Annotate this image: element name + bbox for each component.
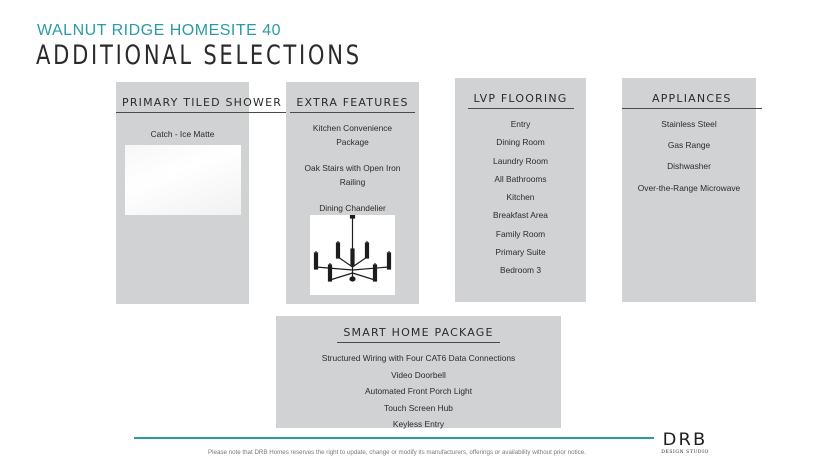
card-extra-features	[286, 82, 419, 304]
card-heading: LVP FLOORING	[468, 92, 574, 109]
chandelier-image	[310, 215, 395, 295]
card-smart-home-package	[276, 316, 561, 428]
list-item: Dining Chandelier	[319, 203, 386, 213]
list-item: All Bathrooms	[494, 173, 547, 184]
card-primary-tiled-shower	[116, 82, 283, 304]
list-item: Family Room	[495, 228, 546, 239]
page-title: ADDITIONAL SELECTIONS	[36, 40, 362, 71]
selection-list	[622, 117, 756, 195]
list-item: Automated Front Porch Light	[364, 386, 473, 397]
list-item: Over-the-Range Microwave	[637, 182, 741, 193]
list-item: Kitchen	[506, 192, 535, 203]
selection-list	[116, 127, 249, 141]
card-heading: PRIMARY TILED SHOWER	[116, 96, 288, 113]
list-item: Breakfast Area	[493, 210, 548, 221]
list-item: Dishwasher	[667, 161, 711, 172]
card-heading: SMART HOME PACKAGE	[337, 326, 499, 343]
list-item: Keyless Entry	[392, 419, 445, 430]
footer-disclaimer: Please note that DRB Homes reserves the right to update, change or modify its manufacturers, offerings or availability without prior notice.	[208, 449, 586, 456]
page-subtitle: WALNUT RIDGE HOMESITE 40	[37, 22, 282, 39]
card-lvp-flooring	[455, 78, 586, 302]
drb-design-studio-logo	[660, 431, 710, 461]
card-heading: EXTRA FEATURES	[290, 96, 414, 113]
selection-list	[276, 351, 561, 431]
list-item: Kitchen Convenience Package	[312, 123, 393, 147]
selection-list	[286, 121, 419, 215]
list-item: Stainless Steel	[661, 119, 717, 129]
list-item: Entry	[510, 119, 531, 129]
list-item: Touch Screen Hub	[384, 402, 453, 413]
list-item: Oak Stairs with Open Iron Railing	[304, 163, 401, 187]
list-item: Video Doorbell	[391, 369, 446, 380]
list-item: Gas Range	[667, 140, 711, 151]
list-item: Structured Wiring with Four CAT6 Data Connections	[321, 353, 516, 363]
logo-mark: DRB	[662, 430, 708, 450]
tile-swatch-image	[125, 145, 241, 215]
logo-subtitle: DESIGN STUDIO	[661, 450, 709, 455]
card-appliances	[622, 78, 756, 302]
selection-list	[455, 117, 586, 277]
card-heading: APPLIANCES	[622, 92, 762, 109]
footer-divider	[134, 437, 654, 439]
list-item: Laundry Room	[493, 155, 548, 166]
list-item: Bedroom 3	[500, 265, 541, 276]
list-item: Catch - Ice Matte	[150, 129, 215, 139]
list-item: Primary Suite	[495, 247, 546, 258]
list-item: Dining Room	[496, 137, 545, 148]
